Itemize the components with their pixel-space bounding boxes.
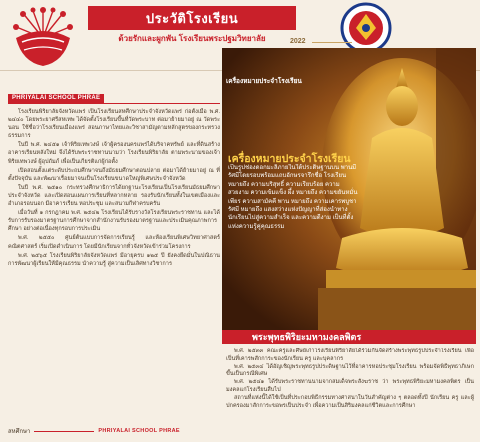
footer-divider xyxy=(34,431,94,432)
history-paragraph: พ.ศ. ๒๕๖๕ โรงเรียนพิริยาลัยจังหวัดแพร่ มีอายุครบ ๑๒๕ ปี ยังคงยึดมั่นในปณิธานการพัฒนาผู้เรียนให้มีคุณธรรม นำความรู้ สู่ความเป็นเลิศทางวิชาการ xyxy=(8,252,220,267)
page-title: ประวัติโรงเรียน xyxy=(88,6,296,30)
buddha-paragraph: สถานที่แห่งนี้ได้ใช้เป็นที่ประกอบพิธีกรรมทางศาสนาในวันสำคัญต่าง ๆ ตลอดทั้งปี นักเรียน ครู และผู้ปกครองมาสักการะขอพรเป็นประจำ เพื่อความเป็นสิริมงคลแก่ชีวิตและการศึกษา xyxy=(226,394,474,409)
emblem-meaning-title: เครื่องหมายประจำโรงเรียน xyxy=(228,153,351,165)
flower-emblem-icon xyxy=(8,4,78,68)
history-paragraph: โรงเรียนพิริยาลัยจังหวัดแพร่ เป็นโรงเรียนสหศึกษาประจำจังหวัดแพร่ ก่อตั้งเมื่อ พ.ศ. ๒๔๔๐ โดยพระยาศรีสหเทพ ได้จัดตั้งโรงเรียนขึ้นที่วัดพระบาท ต่อมาย้ายมาอยู่ ณ วัดพระนอน ใช้ชื่อว่าโรงเรียนเมืองแพร่ สอนภาษาไทยและวิชาสามัญตามหลักสูตรของกระทรวงธรรมการ xyxy=(8,109,220,140)
footer-text: สหศึกษา xyxy=(8,429,31,435)
section-banner: พระพุทธพิริยะมหามงคลพิตร xyxy=(222,330,476,344)
history-paragraph: เปิดสอนตั้งแต่ระดับประถมศึกษาจนถึงมัธยมศึกษาตอนปลาย ต่อมาได้ย้ายมาอยู่ ณ ที่ตั้งปัจจุบัน และพัฒนาเรื่อยมาจนเป็นโรงเรียนขนาดใหญ่พิเศษประจำจังหวัด xyxy=(8,167,220,182)
section-tag: PHRIYALAI SCHOOL PHRAE xyxy=(8,94,104,103)
history-paragraph: ในปี พ.ศ. ๒๕๑๐ กระทรวงศึกษาธิการได้ยกฐานะโรงเรียนเป็นโรงเรียนมัธยมศึกษาประจำจังหวัด และเปิดสอนแผนการเรียนที่หลากหลาย รองรับนักเรียนทั้งในเขตเมืองและอำเภอรอบนอก มีอาคารเรียน หอประชุม และสนามกีฬาครบครัน xyxy=(8,184,220,208)
section-divider xyxy=(8,103,220,104)
buddha-paragraph: พ.ศ. ๒๕๓๓ คณะครูและศิษย์เก่าโรงเรียนพิริยาลัยได้ร่วมกันจัดสร้างพระพุทธรูปประจำโรงเรียน เพื่อเป็นที่เคารพสักการะของนักเรียน ครู และบุคลากร xyxy=(226,348,474,362)
footer-tag: PHRIYALAI SCHOOL PHRAE xyxy=(98,428,180,434)
buddha-paragraph: พ.ศ. ๒๕๓๔ ได้อัญเชิญพระพุทธรูปประดิษฐานไว้ที่อาคารหอประชุมโรงเรียน พร้อมจัดพิธีพุทธาภิเษกขึ้นเป็นกรณีพิเศษ xyxy=(226,363,474,378)
history-paragraph: ในปี พ.ศ. ๒๔๕๑ เจ้าพิริยเทพวงษ์ เจ้าผู้ครองนครแพร่ได้บริจาคทรัพย์ และที่ดินสร้างอาคารเรียนหลังใหม่ จึงได้รับพระราชทานนามว่า โรงเรียนพิริยาลัย ตามพระนามของเจ้าพิริยเทพวงษ์ ผู้อุปถัมภ์ เพื่อเป็นเกียรติแก่ผู้ก่อตั้ง xyxy=(8,142,220,165)
history-paragraph: พ.ศ. ๒๕๕๐ ศูนย์ต้นแบบการจัดการเรียนรู้ และห้องเรียนพิเศษวิทยาศาสตร์ คณิตศาสตร์ เริ่มเปิดดำเนินการ โดยมีนักเรียนจากทั่วจังหวัดเข้าร่วมโครงการ xyxy=(8,235,220,250)
history-paragraph: เมื่อวันที่ ๑ กรกฎาคม พ.ศ. ๒๕๔๒ โรงเรียนได้รับรางวัลโรงเรียนพระราชทาน และได้รับการรับรองมาตรฐานการศึกษาจากสำนักงานรับรองมาตรฐานและประเมินคุณภาพการศึกษา อย่างต่อเนื่องทุกรอบการประเมิน xyxy=(8,210,220,233)
emblem-meaning-text xyxy=(228,164,360,314)
year-label: 2022 xyxy=(290,38,306,45)
photo-caption: เครื่องหมายประจำโรงเรียน xyxy=(226,78,302,85)
year-divider xyxy=(312,42,352,43)
page-footer xyxy=(8,426,180,436)
buddha-paragraph: พ.ศ. ๒๕๔๑ ได้รับพระราชทานนามจากสมเด็จพระสังฆราช ว่า พระพุทธพิริยะมหามงคลพิตร เป็นมงคลแก่โรงเรียนสืบไป xyxy=(226,379,474,393)
buddha-history-text xyxy=(226,348,474,438)
page-subtitle: ด้วยรักและผูกพัน โรงเรียนพระปฐมวิทยาลัย xyxy=(118,34,266,43)
history-text xyxy=(8,108,220,422)
emblem-meaning-paragraph: เป็นรูปช่องดอกมะลิภายในใต้ประดิษฐานบน พานมีรัศมีโดยรอบพร้อมแถบอักษรจารึกชื่อ โรงเรียน หมายถึง ความบริสุทธิ์ ความเรียบร้อย ความสวยงาม ความเข้มแข็ง ผึ้ง หมายถึง ความขยันหมั่นเพียร ความสามัคคี พาน หมายถึง ความเคารพบูชา รัศมี หมายถึง แสงสว่างแห่งปัญญาที่ส่องนำทางนักเรียนไปสู่ความสำเร็จ และความดีงาม เป็นที่ตั้งแห่งความรู้คู่คุณธรรม xyxy=(228,165,358,230)
